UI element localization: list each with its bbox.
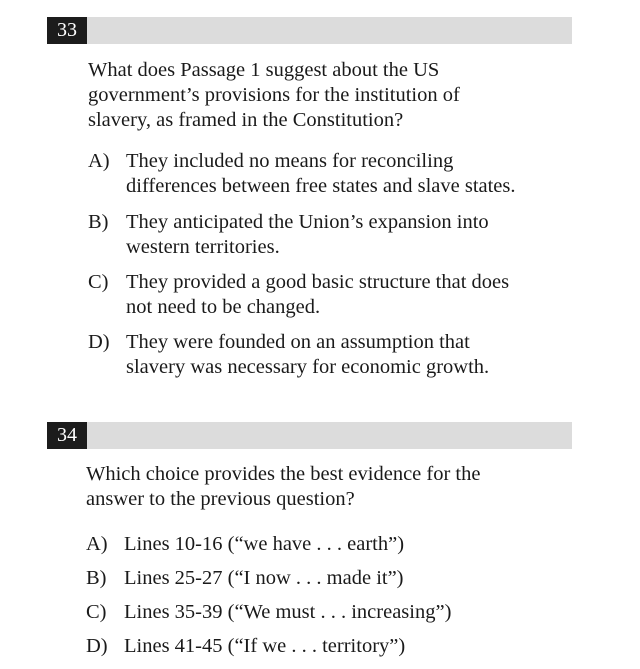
choice-text: [124, 532, 404, 557]
choice-line: Lines 25-27 (“I now . . . made it”): [124, 567, 404, 589]
choice-line: They provided a good basic structure that does: [126, 271, 510, 293]
stem-line: slavery, as framed in the Constitution?: [88, 109, 404, 131]
question-number: 34: [47, 422, 87, 449]
stem-line: What does Passage 1 suggest about the US: [88, 59, 440, 81]
choice-text: [124, 634, 405, 659]
choice-letter: C): [88, 271, 109, 293]
stem-line: Which choice provides the best evidence for the: [86, 463, 481, 485]
question-number: 33: [47, 17, 87, 44]
stem-line: government’s provisions for the institution of: [88, 84, 460, 106]
choice-line: Lines 41-45 (“If we . . . territory”): [124, 635, 406, 657]
choice-letter: D): [86, 635, 108, 657]
question-34-stem: [86, 462, 480, 512]
choice-text: [124, 566, 404, 591]
choice-line: not need to be changed.: [126, 296, 321, 318]
stem-line: answer to the previous question?: [86, 488, 355, 510]
choice-line: slavery was necessary for economic growth.: [126, 356, 490, 378]
choice-letter: A): [88, 150, 110, 172]
choice-line: They were founded on an assumption that: [126, 331, 470, 353]
choice-text: [126, 149, 516, 199]
question-34-header: [47, 422, 572, 449]
choice-text: [126, 270, 509, 320]
choice-text: [126, 210, 489, 260]
choice-letter: A): [86, 533, 108, 555]
choice-text: [124, 600, 451, 625]
choice-line: They anticipated the Union’s expansion into: [126, 211, 489, 233]
choice-line: Lines 10-16 (“we have . . . earth”): [124, 533, 405, 555]
choice-text: [126, 330, 489, 380]
choice-letter: B): [86, 567, 107, 589]
choice-letter: C): [86, 601, 107, 623]
choice-line: They included no means for reconciling: [126, 150, 454, 172]
choice-letter: B): [88, 211, 109, 233]
question-33-header: [47, 17, 572, 44]
choice-line: Lines 35-39 (“We must . . . increasing”): [124, 601, 452, 623]
question-33-stem: [88, 58, 460, 133]
choice-letter: D): [88, 331, 110, 353]
choice-line: western territories.: [126, 236, 280, 258]
choice-line: differences between free states and slave states.: [126, 175, 516, 197]
